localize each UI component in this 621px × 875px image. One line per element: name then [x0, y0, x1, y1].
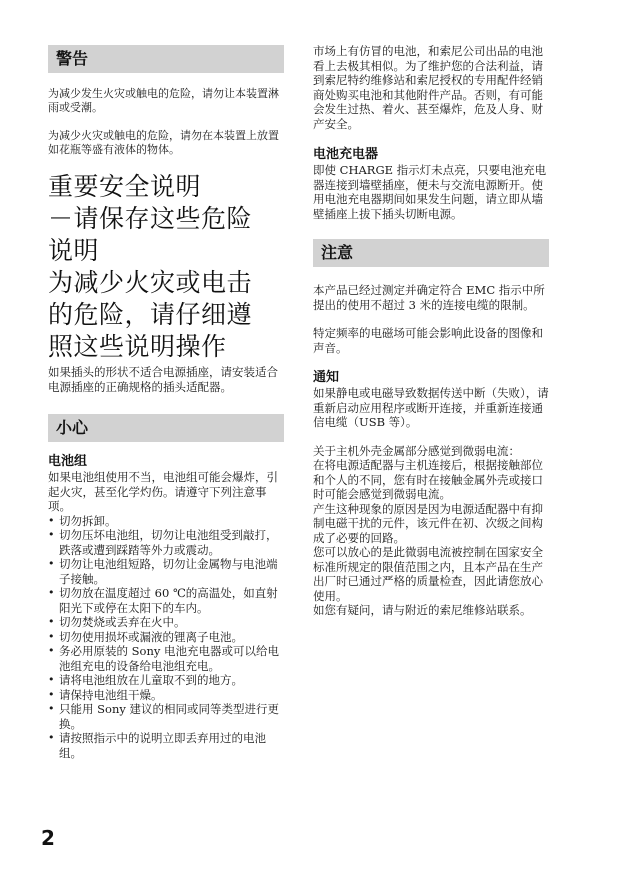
counterfeit-battery-paragraph: 市场上有仿冒的电池，和索尼公司出品的电池看上去极其相似。为了维护您的合法利益，请到索尼特约维修站和索尼授权的专用配件经销商处购买电池和其他附件产品。否则，有可能会发生过热、着火、甚至爆炸，危及人身、财产安全。 [313, 44, 543, 131]
safety-title-block [48, 171, 284, 363]
list-item: • 切勿拆卸。 [48, 514, 284, 529]
list-item: • 切勿焚烧或丢弃在火中。 [48, 615, 284, 630]
safety-title-line-2: －请保存这些危险 [48, 204, 253, 233]
list-item: • 请按照指示中的说明立即丢弃用过的电池组。 [48, 731, 284, 760]
warning-paragraph-1: 为减少发生火灾或触电的危险，请勿让本装置淋雨或受潮。 [48, 87, 279, 114]
safety-title-line-6: 照这些说明操作 [48, 332, 227, 361]
leakage-current-paragraph-4: 如您有疑问，请与附近的索尼维修站联系。 [313, 603, 532, 617]
notice-subheading: 通知 [313, 370, 340, 385]
list-item: • 切勿让电池组短路，切勿让金属物与电池端子接触。 [48, 557, 284, 586]
left-column [48, 45, 284, 760]
charger-paragraph: 即使 CHARGE 指示灯未点亮，只要电池充电器连接到墙壁插座，便未与交流电源断开。使用电池充电器期间如果发生问题，请立即从墙壁插座上拔下插头切断电源。 [313, 163, 547, 221]
page-number: 2 [41, 826, 55, 850]
leakage-current-paragraph-1: 在将电源适配器与主机连接后，根据接触部位和个人的不同，您有时在接触金属外壳或接口时可能会感觉到微弱电流。 [313, 458, 543, 501]
safety-title-line-4: 为减少火灾或电击 [48, 268, 253, 297]
battery-heading: 电池组 [48, 454, 88, 469]
right-column [313, 45, 549, 618]
list-item: • 请将电池组放在儿童取不到的地方。 [48, 673, 284, 688]
emf-paragraph: 特定频率的电磁场可能会影响此设备的图像和声音。 [313, 326, 543, 355]
leakage-current-heading: 关于主机外壳金属部分感觉到微弱电流： [313, 443, 520, 458]
data-transfer-paragraph: 如果静电或电磁导致数据传送中断（失败），请重新启动应用程序或断开连接，并重新连接通信电缆（USB 等）。 [313, 386, 549, 429]
list-item: • 切勿压坏电池组，切勿让电池组受到敲打，跌落或遭到踩踏等外力或震动。 [48, 528, 284, 557]
caution-heading: 小心 [48, 414, 284, 442]
leakage-current-paragraph-2: 产生这种现象的原因是因为电源适配器中有抑制电磁干扰的元件，该元件在初、次级之间构成了必要的回路。 [313, 501, 543, 545]
emc-paragraph: 本产品已经过测定并确定符合 EMC 指示中所提出的使用不超过 3 米的连接电缆的限制。 [313, 283, 545, 312]
warning-paragraph-2: 为减少火灾或触电的危险，请勿在本装置上放置如花瓶等盛有液体的物体。 [48, 129, 279, 156]
safety-title-line-1: 重要安全说明 [48, 172, 202, 201]
notice-heading: 注意 [313, 239, 549, 267]
battery-precautions-list [48, 514, 284, 761]
list-item: • 切勿放在温度超过 60 ℃的高温处，如直射阳光下或停在太阳下的车内。 [48, 586, 284, 615]
leakage-current-paragraph-3: 您可以放心的是此微弱电流被控制在国家安全标准所规定的限值范围之内，且本产品在生产出厂时已通过严格的质量检查，因此请您放心使用。 [313, 545, 543, 603]
charger-heading: 电池充电器 [313, 147, 379, 162]
list-item: • 只能用 Sony 建议的相同或同等类型进行更换。 [48, 702, 284, 731]
safety-title-line-3: 说明 [48, 236, 100, 265]
warning-heading: 警告 [48, 45, 284, 73]
plug-adapter-paragraph: 如果插头的形状不适合电源插座，请安装适合电源插座的正确规格的插头适配器。 [48, 365, 278, 394]
safety-title-line-5: 的危险，请仔细遵 [48, 300, 253, 329]
list-item: • 务必用原装的 Sony 电池充电器或可以给电池组充电的设备给电池组充电。 [48, 644, 284, 673]
list-item: • 请保持电池组干燥。 [48, 688, 284, 703]
list-item: • 切勿使用损坏或漏液的锂离子电池。 [48, 630, 284, 645]
battery-intro-paragraph: 如果电池组使用不当，电池组可能会爆炸，引起火灾，甚至化学灼伤。请遵守下列注意事项。 [48, 470, 278, 513]
